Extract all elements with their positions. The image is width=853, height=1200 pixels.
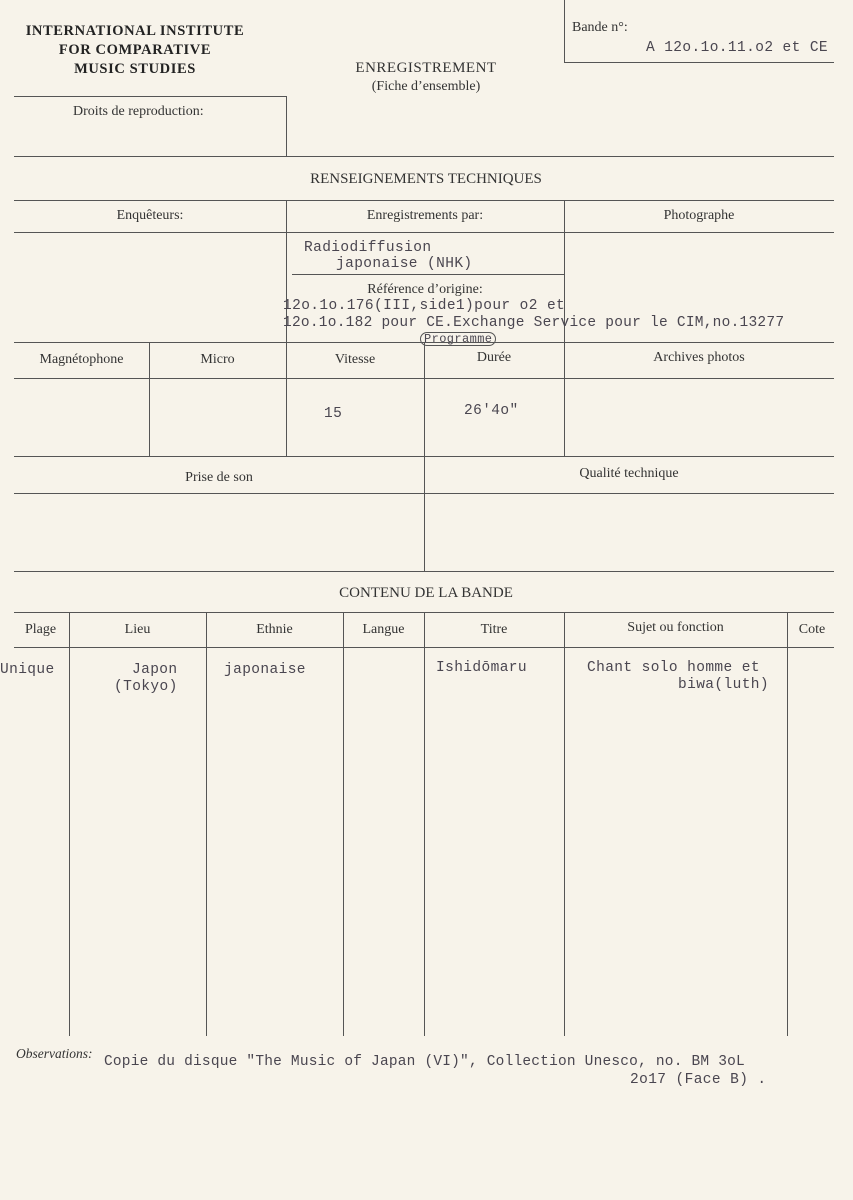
enregistrements-label: Enregistrements par:: [366, 208, 484, 223]
cell-sujet-line-1: Chant solo homme et: [587, 660, 760, 676]
contents-divider-1: [69, 612, 70, 1036]
bande-box-bottom: [564, 62, 834, 63]
recorder-line-2: japonaise (NHK): [336, 256, 473, 272]
technical-top-line: [14, 200, 834, 201]
column-header-langue: Langue: [362, 622, 405, 637]
reference-line-2: 12o.1o.182 pour CE.Exchange Service pour le CIM,no.13277: [283, 315, 785, 331]
contents-divider-6: [787, 612, 788, 1036]
contents-divider-4: [424, 612, 425, 1036]
cell-lieu-line-1: Japon: [132, 662, 178, 678]
column-header-sujet: Sujet ou fonction: [627, 620, 724, 635]
sound-header-line: [14, 493, 834, 494]
rights-label: Droits de reproduction:: [73, 104, 204, 119]
institute-name: [10, 22, 260, 79]
bande-value: A 12o.1o.11.o2 et CE: [646, 40, 829, 56]
archives-photos-label: Archives photos: [653, 350, 745, 365]
institute-line-3: MUSIC STUDIES: [74, 61, 196, 77]
vitesse-value: 15: [324, 406, 343, 422]
micro-label: Micro: [200, 352, 235, 367]
cell-plage: Unique: [0, 662, 55, 678]
cell-titre: Ishidōmaru: [436, 660, 528, 676]
reference-line-1: 12o.1o.176(III,side1)pour o2 et: [283, 298, 566, 314]
rights-right-line: [286, 96, 287, 156]
photographe-label: Photographe: [663, 208, 735, 223]
rights-bottom-line: [14, 156, 834, 157]
column-header-plage: Plage: [24, 622, 57, 637]
cell-lieu-line-2: (Tokyo): [114, 679, 178, 695]
rights-top-line: [14, 96, 286, 97]
form-subtitle: (Fiche d’ensemble): [371, 79, 481, 94]
duree-value: 26'4o": [464, 403, 519, 419]
duree-label: Durée: [476, 350, 512, 365]
institute-line-2: FOR COMPARATIVE: [58, 42, 212, 58]
column-header-cote: Cote: [798, 622, 826, 637]
enqueteurs-label: Enquêteurs:: [116, 208, 184, 223]
column-header-ethnie: Ethnie: [256, 622, 293, 637]
institute-line-1: INTERNATIONAL INSTITUTE: [25, 23, 245, 39]
observations-line-1: Copie du disque "The Music of Japan (VI)", Collection Unesco, no. BM 3oL: [104, 1054, 745, 1070]
contents-divider-5: [564, 612, 565, 1036]
cell-ethnie: japonaise: [224, 662, 306, 678]
bande-box-left: [564, 0, 565, 62]
sound-bottom-line: [14, 571, 834, 572]
vitesse-label: Vitesse: [334, 352, 376, 367]
contents-divider-2: [206, 612, 207, 1036]
cell-sujet-line-2: biwa(luth): [678, 677, 770, 693]
technical-section-title: RENSEIGNEMENTS TECHNIQUES: [310, 171, 542, 187]
magnetophone-label: Magnétophone: [39, 352, 124, 367]
equipment-header-line: [14, 378, 834, 379]
programme-note: Programme: [420, 332, 496, 346]
sound-top-line: [14, 456, 834, 457]
prise-de-son-label: Prise de son: [185, 470, 253, 485]
observations-label: Observations:: [16, 1046, 93, 1061]
contents-header-line: [14, 647, 834, 648]
contents-divider-3: [343, 612, 344, 1036]
recorder-line-1: Radiodiffusion: [304, 240, 432, 256]
bande-label: Bande n°:: [572, 20, 628, 35]
column-header-lieu: Lieu: [124, 622, 151, 637]
form-title: ENREGISTREMENT: [355, 60, 497, 76]
qualite-technique-label: Qualité technique: [579, 466, 679, 481]
column-header-titre: Titre: [480, 622, 508, 637]
reference-label: Référence d’origine:: [367, 282, 483, 297]
recorder-underline: [292, 274, 564, 275]
technical-header-line: [14, 232, 834, 233]
contents-section-title: CONTENU DE LA BANDE: [339, 585, 513, 601]
observations-line-2: 2o17 (Face B) .: [630, 1072, 767, 1088]
